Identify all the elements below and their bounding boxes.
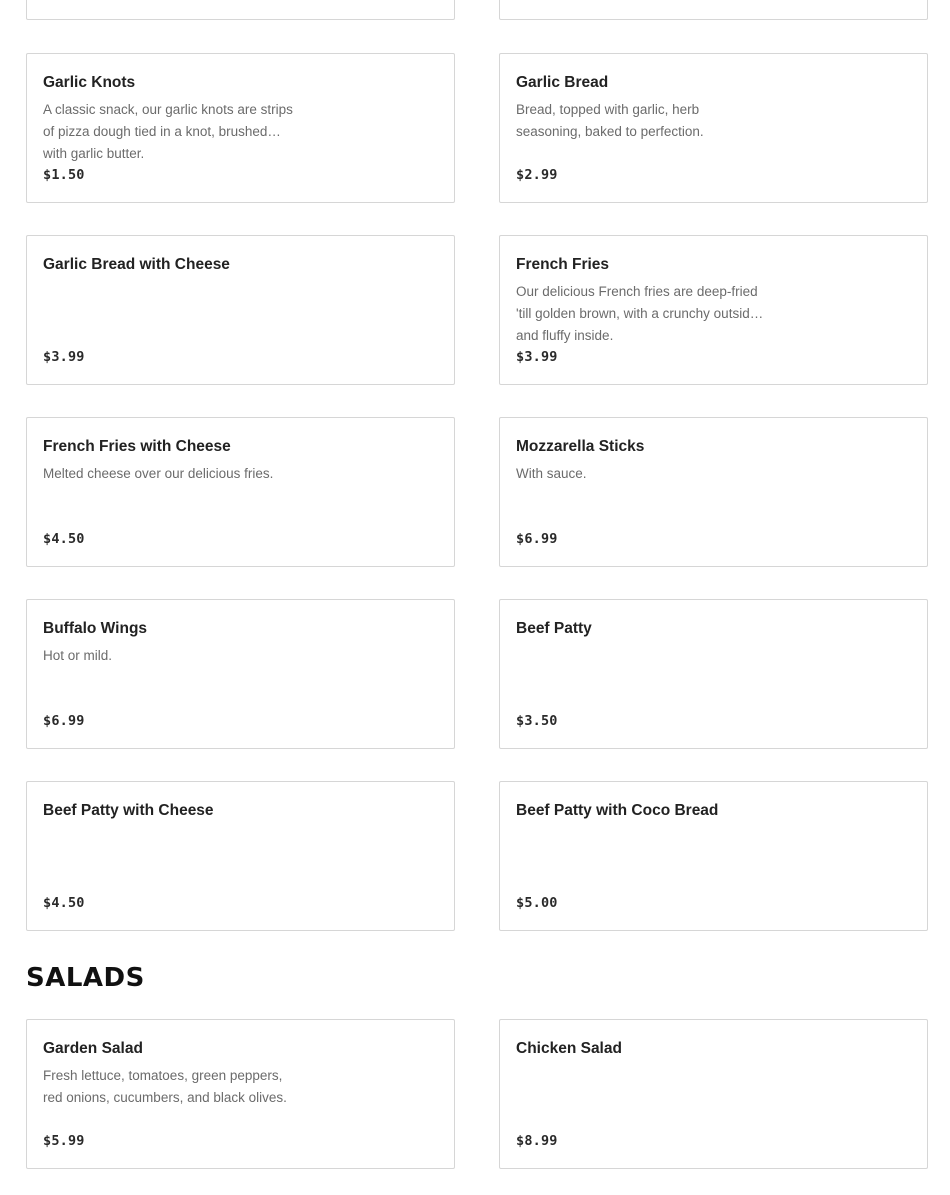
item-description: Fresh lettuce, tomatoes, green peppers, red onions, cucumbers, and black olives.	[43, 1068, 287, 1105]
item-name: Chicken Salad	[516, 1040, 622, 1057]
menu-item-card[interactable]	[26, 0, 455, 20]
item-description: With sauce.	[516, 466, 587, 481]
item-description: Bread, topped with garlic, herb seasoning, baked to perfection.	[516, 102, 704, 139]
menu-item-garlic-knots[interactable]	[26, 53, 455, 203]
item-price: $6.99	[516, 531, 558, 547]
item-name: Beef Patty with Coco Bread	[516, 802, 719, 819]
item-name: Garlic Bread with Cheese	[43, 256, 230, 273]
menu-item-french-fries-with-cheese[interactable]	[26, 417, 455, 567]
item-name: Garlic Bread	[516, 74, 609, 91]
item-price: $3.99	[43, 349, 85, 365]
menu-item-chicken-salad[interactable]	[499, 1019, 928, 1169]
item-description: Melted cheese over our delicious fries.	[43, 466, 274, 481]
item-name: Garlic Knots	[43, 74, 136, 91]
menu-item-beef-patty-with-cheese[interactable]	[26, 781, 455, 931]
item-description: A classic snack, our garlic knots are strips of pizza dough tied in a knot, brushed with garlic butter.	[43, 102, 293, 161]
menu-item-beef-patty[interactable]	[499, 599, 928, 749]
menu-item-garlic-bread[interactable]	[499, 53, 928, 203]
menu-item-buffalo-wings[interactable]	[26, 599, 455, 749]
item-price: $4.50	[43, 895, 85, 911]
item-price: $4.50	[43, 531, 85, 547]
item-price: $2.99	[516, 167, 558, 183]
menu-item-beef-patty-with-coco-bread[interactable]	[499, 781, 928, 931]
item-price: $1.50	[43, 167, 85, 183]
item-price: $6.99	[43, 713, 85, 729]
item-price: $8.99	[516, 1133, 558, 1149]
salads-grid	[26, 1019, 928, 1169]
menu-item-french-fries[interactable]	[499, 235, 928, 385]
partial-row	[26, 0, 928, 20]
item-name: Beef Patty	[516, 620, 592, 637]
item-price: $3.99	[516, 349, 558, 365]
menu-item-mozzarella-sticks[interactable]	[499, 417, 928, 567]
item-name: Beef Patty with Cheese	[43, 802, 214, 819]
item-name: French Fries	[516, 256, 610, 273]
menu-item-card[interactable]	[499, 0, 928, 20]
item-description: Hot or mild.	[43, 648, 113, 663]
appetizers-grid	[26, 53, 928, 931]
item-price: $5.00	[516, 895, 558, 911]
item-price: $5.99	[43, 1133, 85, 1149]
item-name: Mozzarella Sticks	[516, 438, 645, 455]
item-description: Our delicious French fries are deep-fried 'till golden brown, with a crunchy outside and fluffy inside.	[516, 284, 758, 343]
item-name: French Fries with Cheese	[43, 438, 231, 455]
item-price: $3.50	[516, 713, 558, 729]
section-title-salads: SALADS	[26, 963, 145, 993]
item-name: Garden Salad	[43, 1040, 143, 1057]
item-name: Buffalo Wings	[43, 620, 148, 637]
menu-item-garden-salad[interactable]	[26, 1019, 455, 1169]
menu-item-garlic-bread-with-cheese[interactable]	[26, 235, 455, 385]
